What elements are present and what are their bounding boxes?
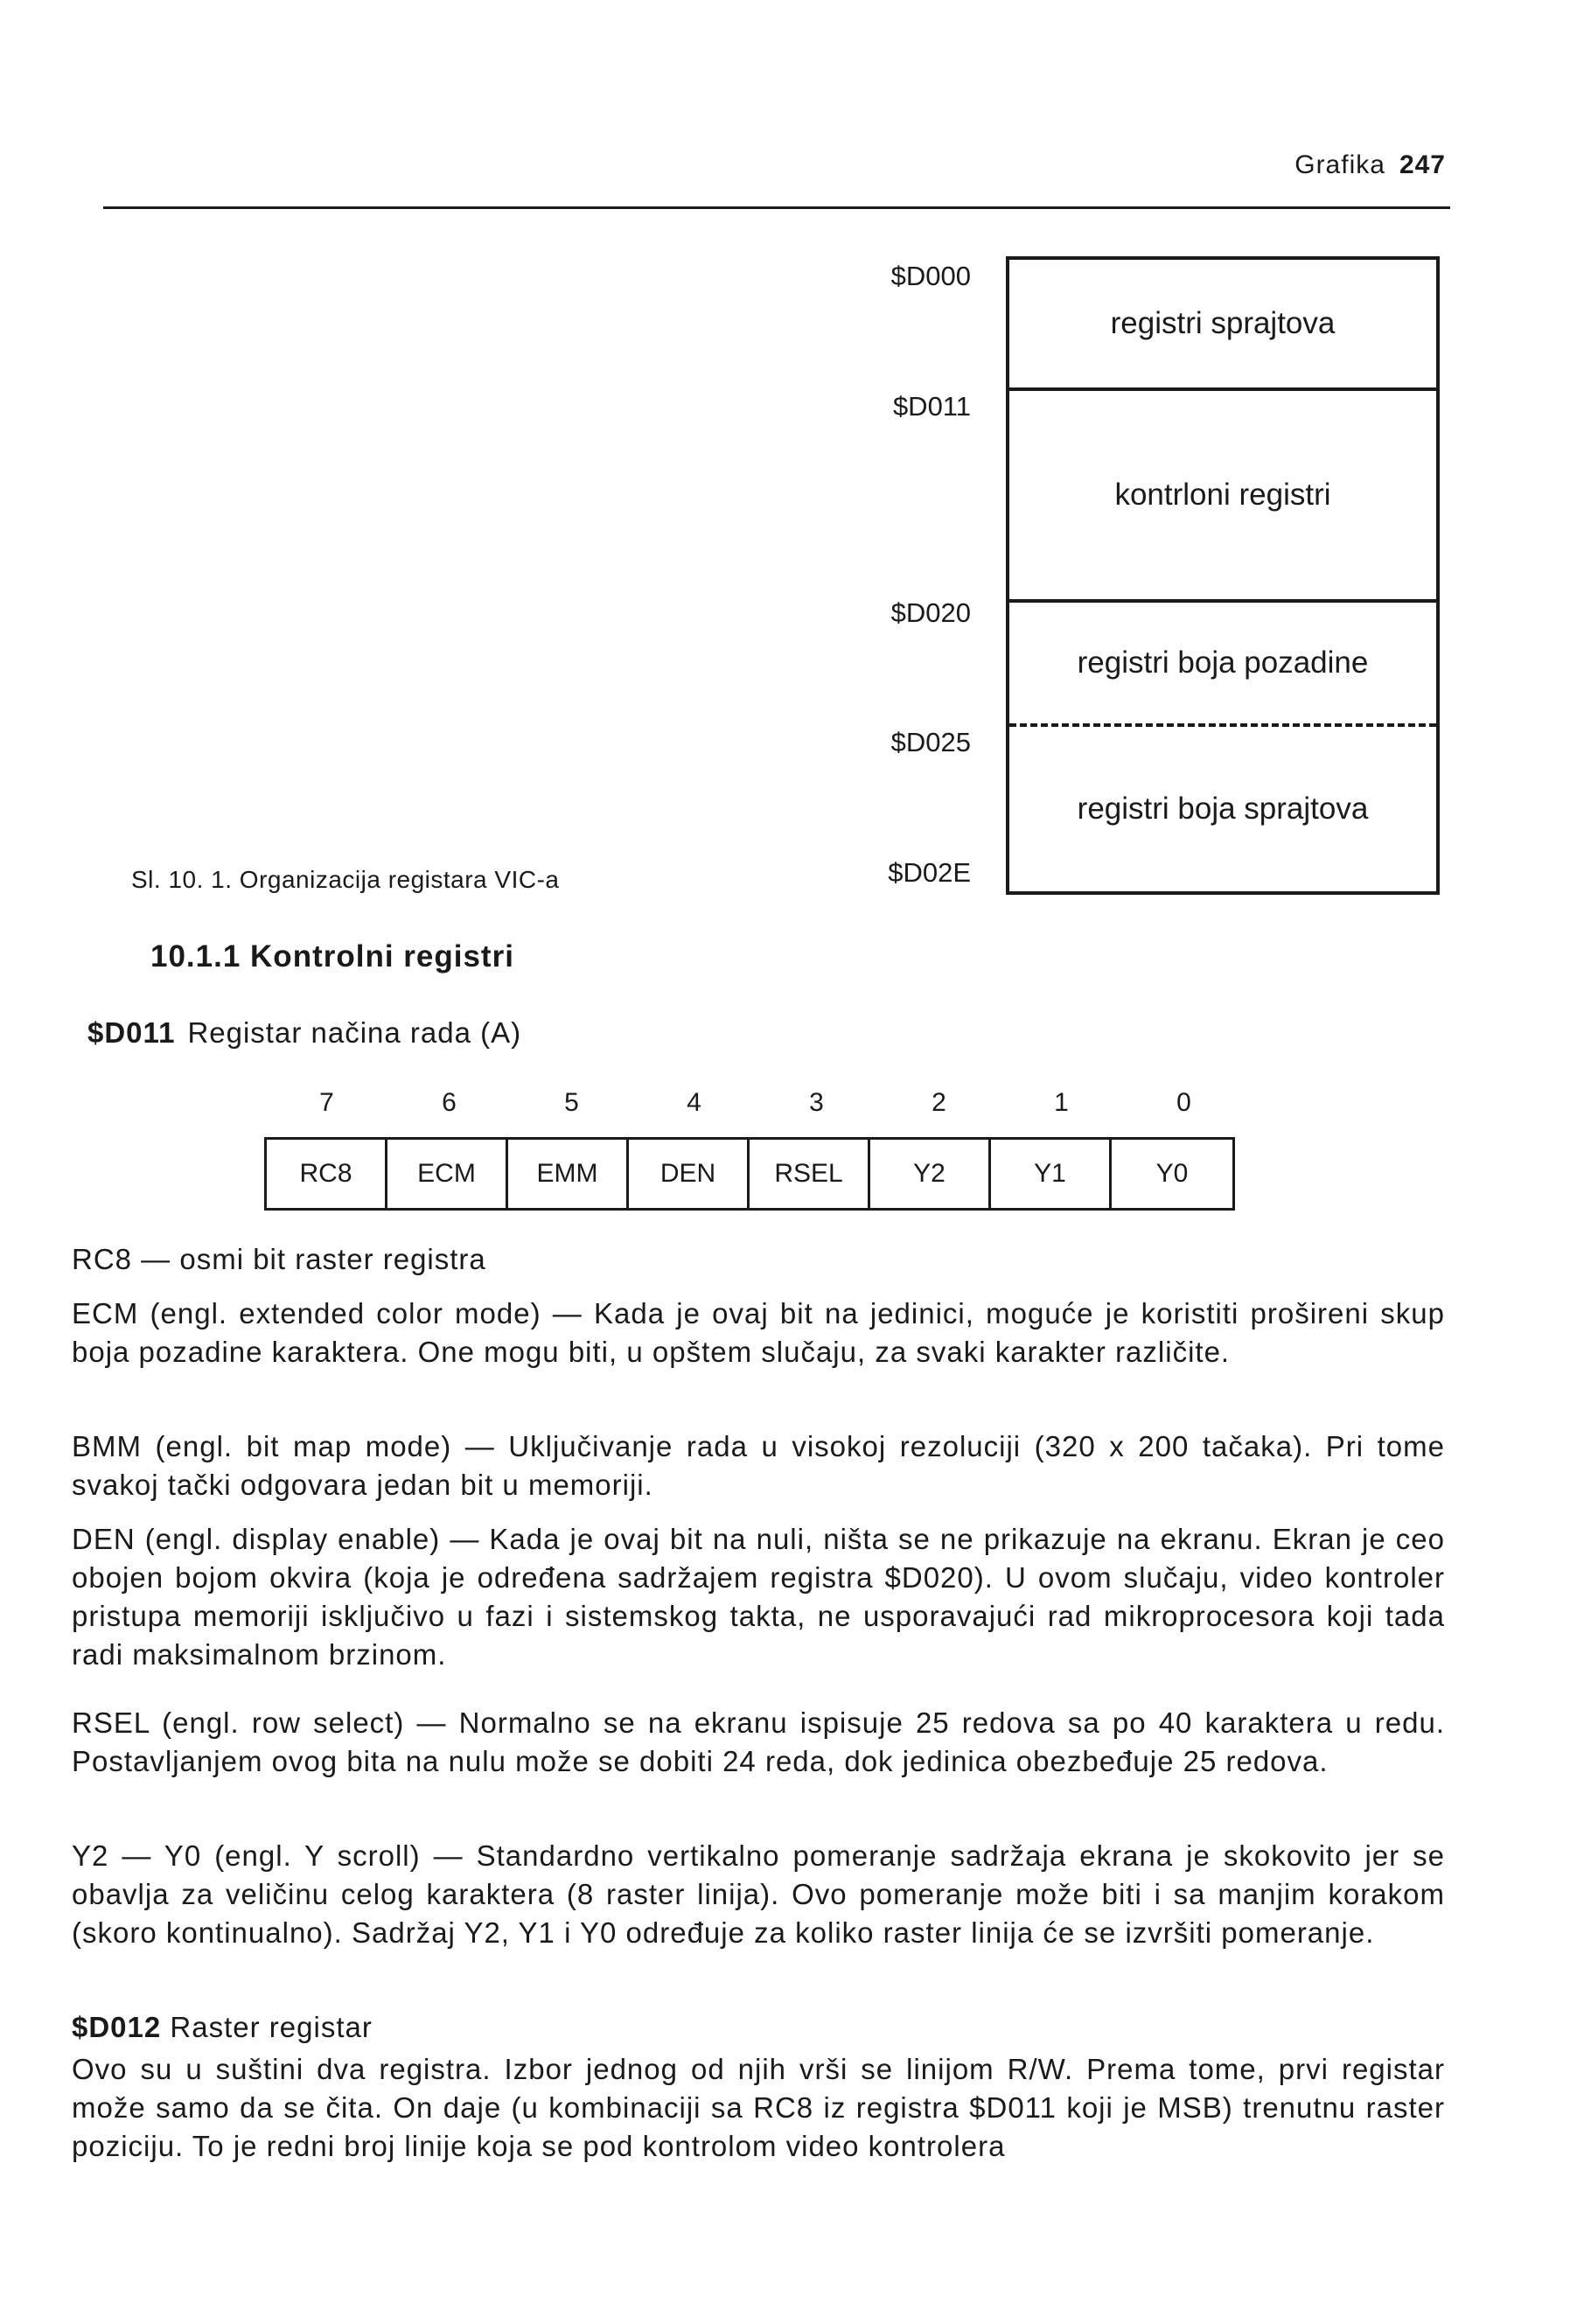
running-header: [1294, 150, 1446, 180]
region-control-registers: kontrloni registri: [1009, 391, 1436, 603]
bit-number: 1: [1054, 1088, 1069, 1117]
address-d020: $D020: [890, 597, 971, 628]
bit-number: 4: [687, 1088, 701, 1117]
bit-number: 0: [1176, 1088, 1191, 1117]
bit-number: 6: [442, 1088, 457, 1117]
bit-number: 2: [932, 1088, 946, 1117]
region-sprite-color-registers: registri boja sprajtova: [1077, 792, 1369, 826]
register-d011-title: Registar načina rada (A): [187, 1016, 522, 1049]
figure-caption: Sl. 10. 1. Organizacija registara VIC-a: [131, 866, 560, 893]
header-rule: [103, 206, 1450, 209]
bit-number: 3: [809, 1088, 824, 1117]
register-d012-text: Ovo su u suštini dva registra. Izbor jednog od njih vrši se linijom R/W. Prema tome, prvi registar može samo da se čita. On daje (u kombinaciji sa RC8 iz registra $D011 koji je MSB) trenutnu raster poziciju. To je redni broj linije koja se pod kontrolom video kontrolera: [72, 2053, 1445, 2162]
region-background-color-registers: registri boja pozadine: [1009, 603, 1436, 727]
bit-cell-emm: EMM: [508, 1140, 629, 1208]
header-section: Grafika: [1294, 150, 1385, 179]
address-d025: $D025: [890, 727, 971, 757]
memory-map-box: [1006, 256, 1440, 895]
description-rsel: RSEL (engl. row select) — Normalno se na ekranu ispisuje 25 redova sa po 40 karaktera u redu. Postavljanjem ovog bita na nulu može se dobiti 24 reda, dok jedinica obezbeđuje 25 redova.: [72, 1706, 1445, 1777]
bit-cell-y1: Y1: [991, 1140, 1112, 1208]
register-d011-code: $D011: [87, 1016, 176, 1049]
section-heading: 10.1.1 Kontrolni registri: [150, 939, 514, 974]
description-den: DEN (engl. display enable) — Kada je ovaj bit na nuli, ništa se ne prikazuje na ekranu. Ekran je ceo obojen bojom okvira (koja je određena sadržajem registra $D020). U ovom slučaju, video kontroler pristupa memoriji isključivo u fazi i sistemskog takta, ne usporavajući rad mikroprocesora koji tada radi maksimalnom brzinom.: [72, 1523, 1445, 1671]
bit-cell-ecm: ECM: [387, 1140, 508, 1208]
address-d000: $D000: [890, 261, 971, 291]
region-sprite-registers: registri sprajtova: [1009, 260, 1436, 391]
description-ecm: ECM (engl. extended color mode) — Kada je ovaj bit na jedinici, moguće je koristiti prošireni skup boja pozadine karaktera. One mogu biti, u opštem slučaju, za svaki karakter različite.: [72, 1297, 1445, 1368]
description-rc8: RC8 — osmi bit raster registra: [72, 1243, 486, 1275]
bit-cell-den: DEN: [629, 1140, 750, 1208]
bit-number: 5: [564, 1088, 579, 1117]
address-d02e: $D02E: [888, 857, 971, 888]
register-d012-code: $D012: [72, 2011, 162, 2043]
description-bmm: BMM (engl. bit map mode) — Uključivanje rada u visokoj rezoluciji (320 x 200 tačaka). Pri tome svakoj tački odgovara jedan bit u memoriji.: [72, 1430, 1445, 1501]
description-y-scroll: Y2 — Y0 (engl. Y scroll) — Standardno vertikalno pomeranje sadržaja ekrana je skokovito jer se obavlja za veličinu celog karaktera (8 raster linija). Ovo pomeranje može biti i sa manjim korakom (skoro kontinualno). Sadržaj Y2, Y1 i Y0 određuje za koliko raster linija će se izvršiti pomeranje.: [72, 1839, 1445, 1949]
register-d012-heading: [72, 2008, 1445, 2047]
bit-cell-rc8: RC8: [267, 1140, 387, 1208]
bit-cell-y0: Y0: [1155, 1159, 1189, 1188]
bit-number: 7: [319, 1088, 334, 1117]
bit-cell-y2: Y2: [870, 1140, 991, 1208]
bit-cell-rsel: RSEL: [750, 1140, 870, 1208]
register-d012-title: Raster registar: [170, 2011, 373, 2043]
bit-table-d011: [264, 1137, 1235, 1211]
page-number: 247: [1399, 150, 1446, 179]
address-d011: $D011: [892, 391, 971, 422]
register-d011-heading: [87, 1016, 521, 1050]
